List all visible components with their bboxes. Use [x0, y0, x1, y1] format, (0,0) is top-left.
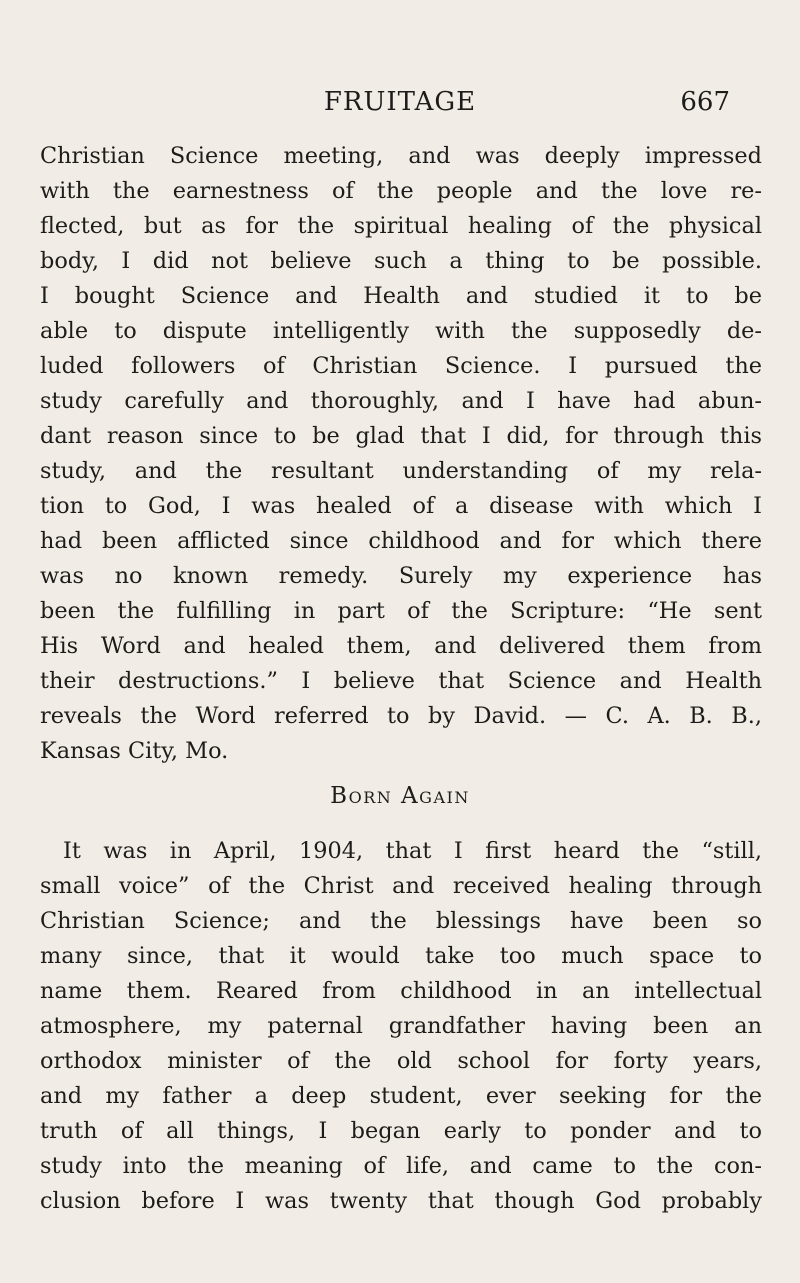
text-line: reveals the Word referred to by David. — C. A. B. B., — [40, 703, 762, 729]
text-line: study into the meaning of life, and came to the con- — [40, 1153, 762, 1179]
text-line: small voice” of the Christ and received healing through — [40, 873, 762, 899]
text-line: It was in April, 1904, that I first heard the “still, — [63, 838, 762, 864]
text-line: I bought Science and Health and studied it to be — [40, 283, 762, 309]
text-line: their destructions.” I believe that Science and Health — [40, 668, 762, 694]
text-line: Kansas City, Mo. — [40, 738, 229, 764]
section-heading: Born Again — [330, 783, 470, 809]
text-line: name them. Reared from childhood in an intellectual — [40, 978, 762, 1004]
text-line: was no known remedy. Surely my experience has — [40, 563, 762, 589]
text-line: luded followers of Christian Science. I pursued the — [40, 353, 762, 379]
text-line: Christian Science; and the blessings have been so — [40, 908, 762, 934]
text-line: dant reason since to be glad that I did, for through this — [40, 423, 762, 449]
text-line: with the earnestness of the people and the love re- — [40, 178, 762, 204]
text-line: study, and the resultant understanding of my rela- — [40, 458, 762, 484]
text-line: tion to God, I was healed of a disease with which I — [40, 493, 762, 519]
text-line: able to dispute intelligently with the supposedly de- — [40, 318, 762, 344]
text-line: been the fulfilling in part of the Scripture: “He sent — [40, 598, 762, 624]
text-line: His Word and healed them, and delivered them from — [40, 633, 762, 659]
page-number: 667 — [680, 87, 730, 117]
text-line: atmosphere, my paternal grandfather having been an — [40, 1013, 762, 1039]
text-line: clusion before I was twenty that though God probably — [40, 1188, 762, 1214]
text-line: orthodox minister of the old school for forty years, — [40, 1048, 762, 1074]
text-line: study carefully and thoroughly, and I have had abun- — [40, 388, 762, 414]
running-title: FRUITAGE — [323, 87, 477, 117]
text-line: Christian Science meeting, and was deeply impressed — [40, 143, 762, 169]
text-line: truth of all things, I began early to ponder and to — [40, 1118, 762, 1144]
text-line: had been afflicted since childhood and for which there — [40, 528, 762, 554]
text-line: flected, but as for the spiritual healing of the physical — [40, 213, 762, 239]
text-line: many since, that it would take too much space to — [40, 943, 762, 969]
text-line: body, I did not believe such a thing to be possible. — [40, 248, 762, 274]
text-line: and my father a deep student, ever seeking for the — [40, 1083, 762, 1109]
